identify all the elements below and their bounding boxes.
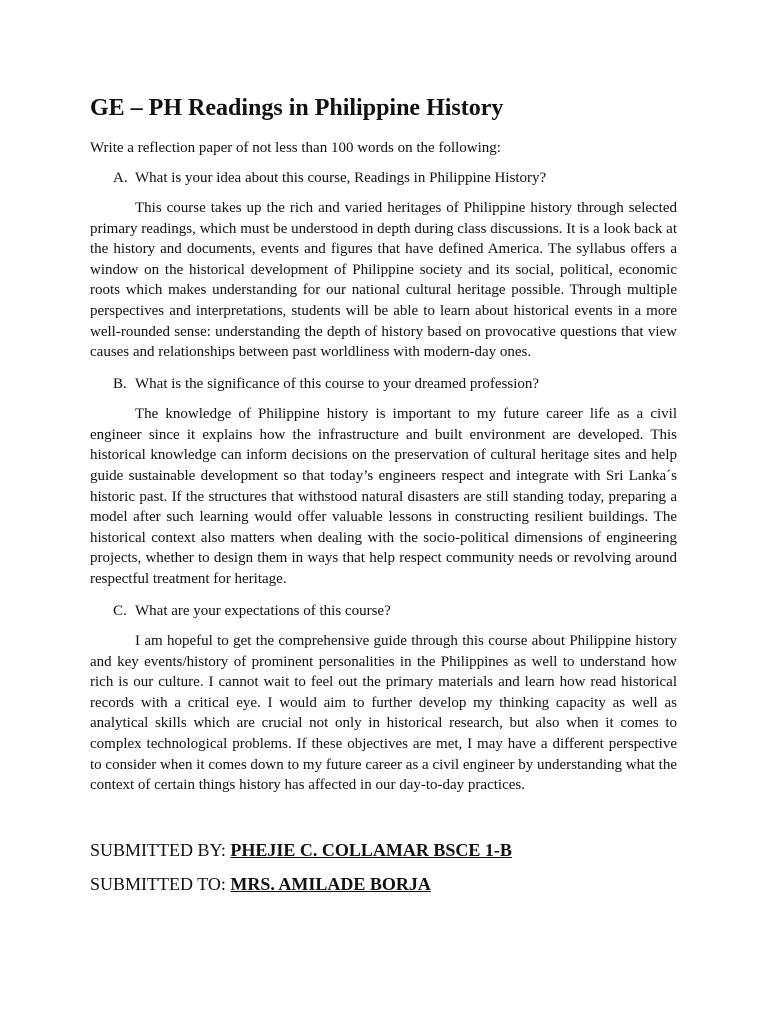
submitted-by-line	[90, 838, 677, 862]
submitted-to-value: MRS. AMILADE BORJA	[230, 873, 431, 894]
question-b	[90, 374, 677, 395]
question-c-letter: C.	[113, 602, 127, 619]
question-b-text: What is the significance of this course to your dreamed profession?	[135, 375, 540, 392]
submitted-by-label: SUBMITTED BY:	[90, 839, 231, 860]
answer-c: I am hopeful to get the comprehensive guide through this course about Philippine history and key events/history of prominent personalities in the Philippines as well to understand how rich is our culture. I cannot wait to feel out the primary materials and learn how read historical records with a critical eye. I would aim to further develop my thinking capacity as well as analytical skills which are crucial not only in historical research, but also when it comes to complex technological problems. If these objectives are met, I may have a different perspective to consider when it comes down to my future career as a civil engineer by understanding what the context of certain things history has affected in our day-to-day practices.	[90, 633, 677, 794]
instructions-text: Write a reflection paper of not less than 100 words on the following:	[90, 140, 501, 156]
document-page	[90, 92, 677, 896]
document-title: GE – PH Readings in Philippine History	[90, 95, 504, 121]
submitted-by-value: PHEJIE C. COLLAMAR BSCE 1-B	[230, 839, 512, 860]
question-a-letter: A.	[113, 169, 128, 186]
question-a	[90, 168, 677, 189]
submitted-to-line	[90, 872, 677, 896]
question-b-letter: B.	[113, 375, 127, 392]
question-c	[90, 601, 677, 622]
submitted-to-label: SUBMITTED TO:	[90, 873, 231, 894]
answer-b: The knowledge of Philippine history is important to my future career life as a civil engineer since it explains how the infrastructure and built environment are developed. This historical knowledge can inform decisions on the preservation of cultural heritage sites and help guide sustainable development so that today’s engineers respect and integrate with Sri Lanka´s historic past. If the structures that withstood natural disasters are still standing today, preparing a model after such learning would offer valuable lessons in constructing resilient buildings. The historical context also matters when dealing with the socio-political dimensions of engineering projects, whether to design them in ways that help respect community needs or revolving around respectful treatment for heritage.	[90, 406, 677, 587]
question-c-text: What are your expectations of this course?	[135, 602, 391, 619]
question-a-text: What is your idea about this course, Readings in Philippine History?	[135, 169, 547, 186]
answer-a: This course takes up the rich and varied heritages of Philippine history through selected primary readings, which must be understood in depth during class discussions. It is a look back at the history and documents, events and figures that have defined America. The syllabus offers a window on the historical development of Philippine society and its social, political, economic roots which makes understanding for our national cultural heritage possible. Through multiple perspectives and interpretations, students will be able to learn about historical events in a more well-rounded sense: understanding the depth of history based on provocative questions that view causes and relationships between past worldliness with modern-day ones.	[90, 200, 677, 361]
